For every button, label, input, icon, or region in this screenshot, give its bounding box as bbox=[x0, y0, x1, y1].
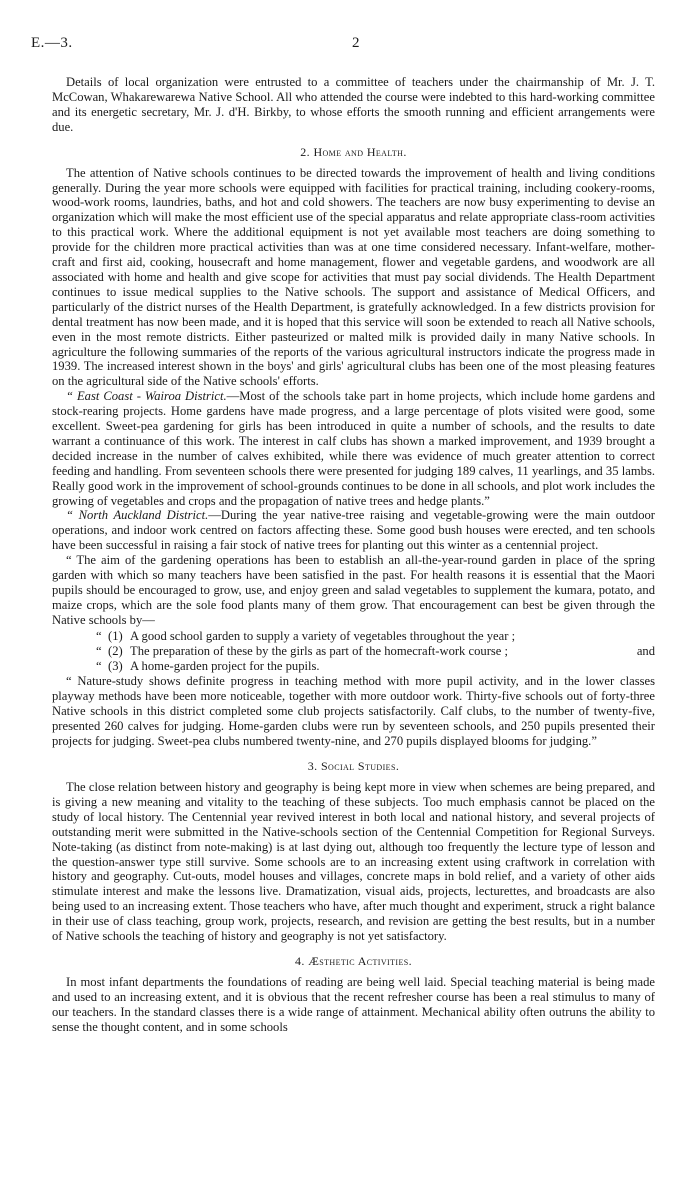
intro-paragraph: Details of local organization were entrusted to a committee of teachers under the chairmanship of Mr. J. T. McCowan, Whakarewarewa Native School. All who attended the course were indebted to this hard-working committee and its energetic secretary, Mr. J. d'H. Birkby, to whose efforts the smooth running and efficient arrangements were due. bbox=[52, 75, 655, 134]
section-title: Social Studies. bbox=[320, 758, 400, 773]
section-heading-social-studies bbox=[52, 759, 655, 773]
numbered-list bbox=[52, 629, 655, 674]
list-item: “ (2) The preparation of these by the girls as part of the homecraft-work course ; and bbox=[96, 643, 655, 658]
list-item: “ (1) A good school garden to supply a variety of vegetables throughout the year ; bbox=[52, 629, 655, 644]
nature-study-paragraph: “ Nature-study shows definite progress in teaching method with more pupil activity, and in the lower classes playway methods have been more noticeable, together with more outdoor work. Thirty-five schools out of forty-three Native schools in this district completed some club projects satisfactorily. Calf clubs, to the number of twenty-five, presented 260 calves for judging. Home-garden clubs were run by seventeen schools, and 250 pupils presented their projects for judging. Sweet-pea clubs numbered twenty-nine, and 270 pupils displayed blooms for judging.” bbox=[52, 674, 655, 749]
document-code: E.—3. bbox=[31, 35, 73, 51]
section-number: 3. bbox=[307, 758, 318, 773]
north-auckland-label: “ North Auckland District. bbox=[66, 508, 209, 523]
north-auckland-text: —During the year native-tree raising and vegetable-growing were the main outdoor operations, and indoor work centred on factors affecting these. Some good bush houses were erected, and ten schools have been successful in raising a fair stock of native trees for planting out this winter as a centennial project. bbox=[52, 508, 655, 553]
list-item-number: (3) bbox=[108, 658, 123, 673]
list-item-text: A home-garden project for the pupils. bbox=[130, 658, 320, 673]
east-coast-label: “ East Coast - Wairoa District. bbox=[66, 389, 227, 404]
document-body bbox=[52, 75, 655, 1035]
list-item-number: (2) bbox=[108, 643, 123, 658]
list-item: “ (3) A home-garden project for the pupils. bbox=[52, 659, 655, 674]
section-title: Home and Health. bbox=[313, 144, 407, 159]
page-number: 2 bbox=[352, 35, 360, 51]
list-item-text: A good school garden to supply a variety of vegetables throughout the year ; bbox=[130, 628, 516, 643]
east-coast-paragraph bbox=[52, 389, 655, 508]
home-health-paragraph: The attention of Native schools continues to be directed towards the improvement of health and living conditions generally. During the year more schools were equipped with facilities for practical training, including cookery-rooms, wood-work rooms, laundries, baths, and hot and cold showers. The teachers are now busy experimenting to devise an organization which will make the most efficient use of the special apparatus and relate appropriate class-room activities to this practical work. Where the additional equipment is not yet available most teachers are doing something to provide for the children more practical activities than was at one time considered necessary. Infant-welfare, mother-craft and first aid, cooking, housecraft and home management, flower and vegetable gardens, and woodwork are all associated with home and health and give scope for activities that must pay social dividends. The Health Department continues to issue medical supplies to the Native schools. The support and assistance of Medical Officers, and particularly of the district nurses of the Health Department, is gratefully acknowledged. In a few districts provision for dental treatment has now been made, and it is hoped that this service will soon be extended to reach all Native schools, even in the most remote districts. Either pasteurized or malted milk is provided daily in many Native schools. In agriculture the following summaries of the reports of the various agricultural instructors indicate the progress made in 1939. The increased interest shown in the boys' and girls' agricultural clubs has been one of the most pleasing features on the agricultural side of the Native schools' efforts. bbox=[52, 165, 655, 389]
north-auckland-paragraph bbox=[52, 508, 655, 553]
section-heading-home-health bbox=[52, 145, 655, 159]
list-item-text: The preparation of these by the girls as part of the homecraft-work course ; bbox=[130, 643, 509, 658]
list-item-number: (1) bbox=[108, 628, 123, 643]
section-heading-aesthetic bbox=[52, 954, 655, 968]
section-number: 2. bbox=[300, 144, 311, 159]
gardening-aim-paragraph: “ The aim of the gardening operations has been to establish an all-the-year-round garden in place of the spring garden with which so many teachers have been satisfied in the past. For health reasons it is essential that the Maori pupils should be encouraged to grow, use, and enjoy green and salad vegetables to supplement the kumara, potato, and maize crops, which are the sole food plants many of them grow. That encouragement can best be given through the Native schools by— bbox=[52, 553, 655, 627]
aesthetic-paragraph: In most infant departments the foundations of reading are being well laid. Special teaching material is being made and used to an increasing extent, and it is obvious that the recent refresher course has been a real stimulus to many of our teachers. In the standard classes there is a wide range of attainment. Mechanical ability often outruns the ability to sense the thought content, and in some schools bbox=[52, 974, 655, 1034]
section-title: Æsthetic Activities. bbox=[308, 953, 412, 968]
list-item-tail: and bbox=[636, 643, 655, 658]
section-number: 4. bbox=[295, 953, 305, 968]
social-studies-paragraph: The close relation between history and geography is being kept more in view when schemes are being prepared, and is giving a new meaning and vitality to the teaching of these subjects. Too much emphasis cannot be placed on the study of local history. The Centennial year revived interest in both local and national history, and several projects of outstanding merit were submitted in the Native-schools section of the Centennial Competition for Regional Surveys. Note-taking (as distinct from note-making) is at last dying out, although too frequently the lecture type of lesson and the question-answer type still survive. Some schools are to an increasing extent using craftwork in correlation with history and geography. Cut-outs, model houses and villages, concrete maps in bold relief, and a variety of other aids stimulate interest and make the lessons live. Dramatization, visual aids, projects, lecturettes, and broadcasts are also being used to an increasing extent. Those teachers who have, after much thought and experiment, struck a right balance in their use of class teaching, group work, projects, research, and revision are getting the best results, but in a number of Native schools the teaching of history and geography is not yet satisfactory. bbox=[52, 779, 655, 944]
east-coast-text: —Most of the schools take part in home projects, which include home gardens and stock-rearing projects. Home gardens have made progress, and a large percentage of plots visited were good, some excellent. Sweet-pea gardening for girls has been introduced in quite a number of schools, and the results to date warrant a continuance of this work. The interest in calf clubs has shown a marked improvement, and 1939 brought a decided increase in the number of calves exhibited, while there was evidence of much greater attention to correct feeding and handling. From seventeen schools there were presented for judging 189 calves, 11 yearlings, and 35 lambs. Really good work in the improvement of school-grounds continues to be done in all schools, and plot work includes the growing of vegetables and crops and the propagation of native trees and hedge plants.” bbox=[52, 389, 656, 508]
